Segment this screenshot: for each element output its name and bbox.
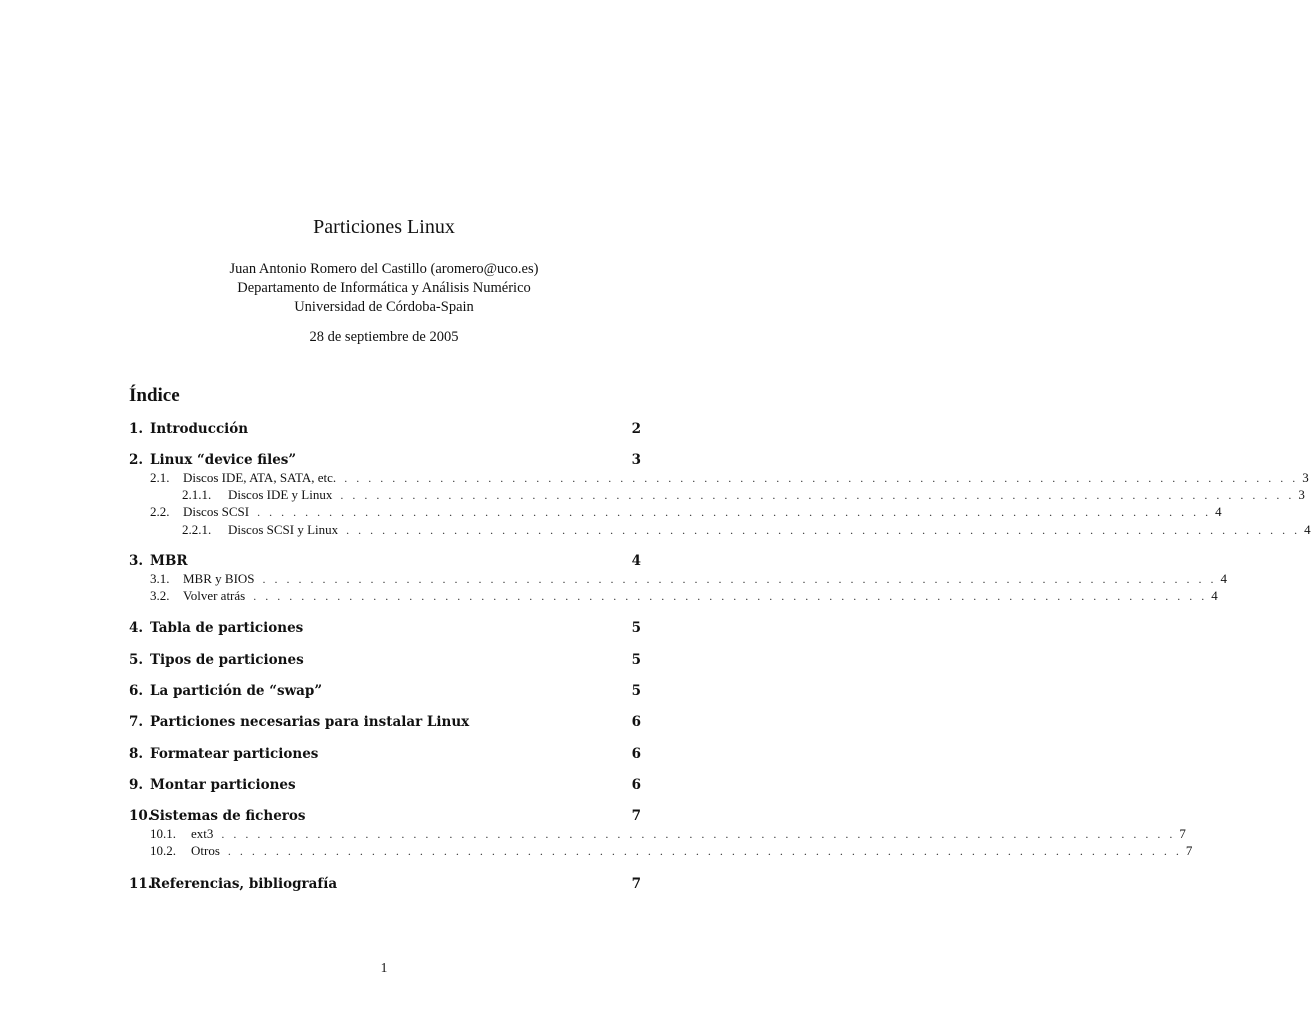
- toc-entry-title: ext3: [191, 826, 214, 841]
- toc-entry-title: MBR: [150, 553, 188, 569]
- toc-entry[interactable]: [129, 777, 641, 795]
- toc-entry-page: 3: [1298, 487, 1305, 502]
- toc-entry-number: 8.: [129, 746, 144, 762]
- toc-heading: Índice: [129, 385, 180, 406]
- toc-entry-number: 2.1.: [150, 470, 170, 485]
- toc-entry-title: Volver atrás: [183, 588, 246, 603]
- toc-entry-title: Particiones necesarias para instalar Linux: [150, 714, 470, 730]
- toc-entry[interactable]: [129, 808, 641, 826]
- toc-entry-title: Montar particiones: [150, 777, 296, 793]
- toc-entry-number: 10.1.: [150, 826, 176, 841]
- toc-entry-page: 3: [631, 452, 641, 468]
- toc-entry-number: 1.: [129, 421, 144, 437]
- toc-entry-number: 11.: [129, 876, 153, 892]
- toc-entry-number: 2.2.1.: [182, 522, 212, 537]
- university-line: Universidad de Córdoba-Spain: [294, 299, 474, 315]
- toc-dot-leader: . . . . . . . . . . . . . . . . . . . . . . . . . . . . . . . . . . . . . . . . . . . . . . . . . . . . . . . . . . . . . . . . . . . . . . . . . . . . . . . .: [346, 523, 1301, 537]
- toc-entry-page: 3: [1302, 470, 1309, 485]
- toc-entry-number: 10.: [129, 808, 153, 824]
- toc-dot-leader: . . . . . . . . . . . . . . . . . . . . . . . . . . . . . . . . . . . . . . . . . . . . . . . . . . . . . . . . . . . . . . . . . . . . . . . . . . . . . . . .: [221, 827, 1176, 841]
- toc-entry[interactable]: [182, 522, 1311, 540]
- toc-entry-number: 5.: [129, 652, 144, 668]
- toc-entry-number: 6.: [129, 683, 144, 699]
- toc-dot-leader: . . . . . . . . . . . . . . . . . . . . . . . . . . . . . . . . . . . . . . . . . . . . . . . . . . . . . . . . . . . . . . . . . . . . . . . . . . . . . . . .: [344, 471, 1299, 485]
- toc-dot-leader: . . . . . . . . . . . . . . . . . . . . . . . . . . . . . . . . . . . . . . . . . . . . . . . . . . . . . . . . . . . . . . . . . . . . . . . . . . . . . . . .: [340, 488, 1295, 502]
- toc-entry[interactable]: [129, 620, 641, 638]
- toc-entry-page: 7: [631, 876, 641, 892]
- toc-entry-title: MBR y BIOS: [183, 571, 255, 586]
- toc-entry[interactable]: [150, 504, 1222, 522]
- toc-dot-leader: . . . . . . . . . . . . . . . . . . . . . . . . . . . . . . . . . . . . . . . . . . . . . . . . . . . . . . . . . . . . . . . . . . . . . . . . . . . . . . . .: [257, 505, 1212, 519]
- toc-entry-page: 4: [631, 553, 641, 569]
- toc-dot-leader: . . . . . . . . . . . . . . . . . . . . . . . . . . . . . . . . . . . . . . . . . . . . . . . . . . . . . . . . . . . . . . . . . . . . . . . . . . . . . . . .: [262, 572, 1217, 586]
- toc-entry-title: Discos SCSI y Linux: [228, 522, 339, 537]
- author-name-line: Juan Antonio Romero del Castillo (aromero@uco.es): [229, 261, 539, 277]
- toc-entry-page: 4: [1215, 504, 1222, 519]
- toc-entry[interactable]: [150, 588, 1218, 606]
- toc-entry-page: 4: [1211, 588, 1218, 603]
- toc-entry-page: 7: [1179, 826, 1186, 841]
- toc-entry-page: 7: [631, 808, 641, 824]
- toc-entry[interactable]: [129, 714, 641, 732]
- toc-entry-page: 7: [1185, 843, 1193, 858]
- toc-entry-title: La partición de “swap”: [150, 683, 323, 699]
- toc-entry-page: 6: [631, 746, 641, 762]
- page-number: 1: [380, 960, 388, 975]
- document-date: 28 de septiembre de 2005: [309, 329, 459, 345]
- toc-entry[interactable]: [150, 470, 1309, 488]
- toc-entry[interactable]: [129, 652, 641, 670]
- toc-entry-number: 9.: [129, 777, 144, 793]
- toc-entry[interactable]: [150, 843, 1193, 861]
- toc-dot-leader: . . . . . . . . . . . . . . . . . . . . . . . . . . . . . . . . . . . . . . . . . . . . . . . . . . . . . . . . . . . . . . . . . . . . . . . . . . . . . . . .: [253, 589, 1208, 603]
- toc-entry-title: Discos IDE y Linux: [228, 487, 333, 502]
- toc-entry-number: 3.1.: [150, 571, 170, 586]
- toc-entry-title: Tabla de particiones: [150, 620, 304, 636]
- toc-dot-leader: . . . . . . . . . . . . . . . . . . . . . . . . . . . . . . . . . . . . . . . . . . . . . . . . . . . . . . . . . . . . . . . . . . . . . . . . . . . . . . . .: [227, 844, 1182, 858]
- toc-entry-page: 5: [631, 652, 641, 668]
- toc-entry-number: 3.2.: [150, 588, 170, 603]
- department-line: Departamento de Informática y Análisis Numérico: [237, 280, 531, 296]
- toc-entry-title: Sistemas de ficheros: [150, 808, 306, 824]
- toc-entry-number: 2.: [129, 452, 144, 468]
- toc-entry-number: 10.2.: [150, 843, 176, 858]
- toc-entry[interactable]: [182, 487, 1305, 505]
- toc-entry-page: 6: [631, 777, 641, 793]
- toc-entry-page: 5: [631, 620, 641, 636]
- toc-entry-title: Discos SCSI: [183, 504, 250, 519]
- toc-entry-title: Linux “device files”: [150, 452, 297, 468]
- toc-entry-title: Tipos de particiones: [150, 652, 304, 668]
- toc-entry[interactable]: [129, 746, 641, 764]
- document-title: Particiones Linux: [313, 216, 455, 238]
- toc-entry-title: Referencias, bibliografía: [150, 876, 338, 892]
- toc-entry[interactable]: [129, 421, 641, 439]
- toc-entry-page: 6: [631, 714, 641, 730]
- toc-entry-page: 4: [1304, 522, 1311, 537]
- toc-entry-page: 4: [1220, 571, 1228, 586]
- toc-entry-title: Introducción: [150, 421, 249, 437]
- toc-entry[interactable]: [129, 876, 641, 894]
- toc-entry[interactable]: [129, 553, 641, 571]
- toc-entry[interactable]: [150, 826, 1186, 844]
- toc-entry[interactable]: [150, 571, 1228, 589]
- toc-entry-title: Discos IDE, ATA, SATA, etc.: [183, 470, 337, 485]
- toc-entry-title: Formatear particiones: [150, 746, 319, 762]
- toc-entry-title: Otros: [191, 843, 220, 858]
- toc-entry[interactable]: [129, 683, 641, 701]
- toc-entry-number: 2.1.1.: [182, 487, 212, 502]
- toc-entry-page: 2: [631, 421, 641, 437]
- toc-entry[interactable]: [129, 452, 641, 470]
- toc-entry-number: 3.: [129, 553, 144, 569]
- toc-entry-number: 7.: [129, 714, 144, 730]
- toc-entry-number: 2.2.: [150, 504, 170, 519]
- toc-entry-number: 4.: [129, 620, 144, 636]
- toc-entry-page: 5: [631, 683, 641, 699]
